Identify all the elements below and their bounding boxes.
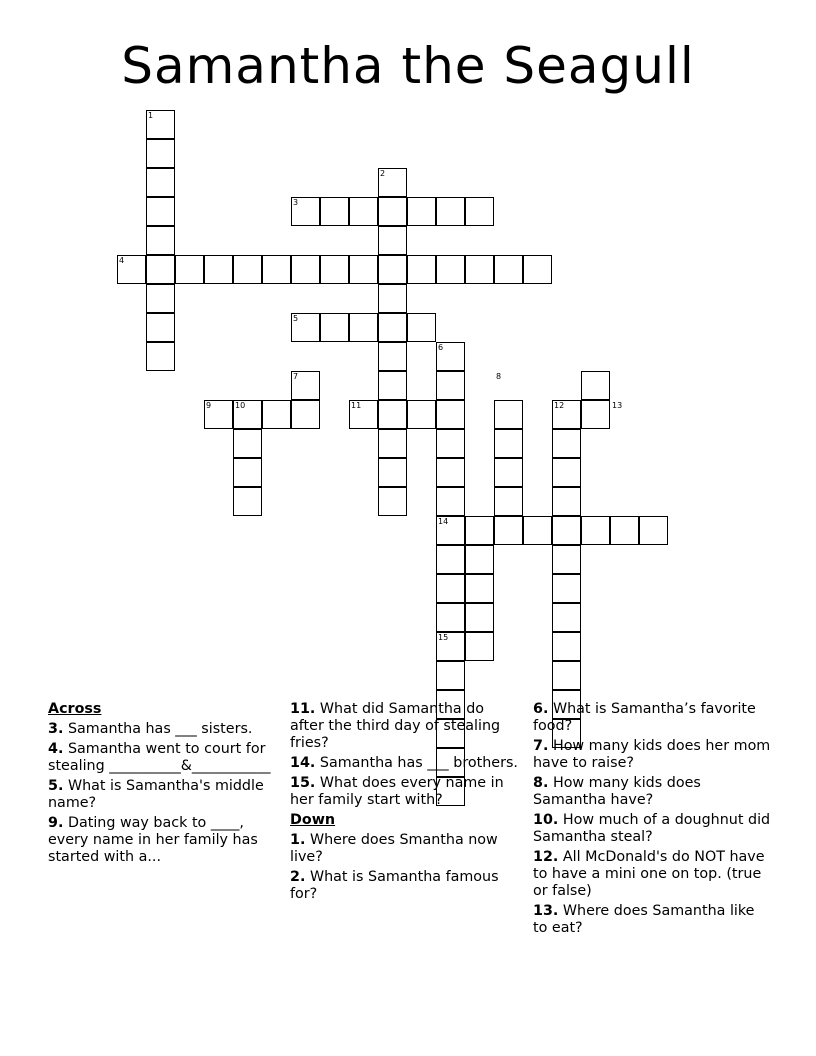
clues-column-3 (533, 701, 773, 940)
grid-cell[interactable] (436, 197, 465, 226)
grid-cell[interactable] (581, 516, 610, 545)
grid-cell[interactable] (378, 487, 407, 516)
cell-number: 3 (293, 198, 299, 207)
grid-cell[interactable] (465, 516, 494, 545)
grid-cell[interactable] (262, 255, 291, 284)
clue-across-4 (48, 741, 284, 775)
clue-text: What is Samantha famous for? (290, 869, 499, 902)
grid-cell[interactable] (320, 197, 349, 226)
grid-cell[interactable] (494, 516, 523, 545)
grid-cell[interactable] (146, 197, 175, 226)
grid-cell[interactable] (523, 255, 552, 284)
clue-down-8 (533, 775, 773, 809)
clue-number: 11. (290, 701, 316, 717)
grid-cell[interactable] (494, 487, 523, 516)
clue-down-12 (533, 849, 773, 900)
grid-cell[interactable] (436, 371, 465, 400)
grid-cell[interactable] (146, 313, 175, 342)
grid-cell[interactable] (378, 458, 407, 487)
grid-cell[interactable] (436, 429, 465, 458)
down-heading: Down (290, 812, 336, 828)
grid-cell[interactable] (378, 429, 407, 458)
grid-cell[interactable] (378, 255, 407, 284)
clue-across-14 (290, 755, 520, 772)
grid-cell[interactable] (146, 226, 175, 255)
cell-number: 10 (235, 401, 246, 410)
grid-cell[interactable] (465, 603, 494, 632)
clue-across-3 (48, 721, 284, 738)
clue-number: 1. (290, 832, 306, 848)
grid-cell[interactable] (436, 632, 465, 661)
clue-number: 5. (48, 778, 64, 794)
grid-cell[interactable] (349, 400, 378, 429)
grid-cell[interactable] (610, 516, 639, 545)
grid-cell[interactable] (581, 400, 610, 429)
grid-cell[interactable] (436, 255, 465, 284)
clue-text: What is Samantha's middle name? (48, 778, 264, 811)
cell-number: 7 (293, 372, 299, 381)
grid-cell[interactable] (494, 400, 523, 429)
grid-cell[interactable] (436, 661, 465, 690)
grid-cell[interactable] (378, 400, 407, 429)
grid-cell[interactable] (465, 574, 494, 603)
grid-cell[interactable] (436, 400, 465, 429)
grid-cell[interactable] (349, 255, 378, 284)
clue-across-15 (290, 775, 520, 809)
clue-text: Where does Samantha like to eat? (533, 903, 755, 936)
grid-cell[interactable] (494, 458, 523, 487)
clue-number: 14. (290, 755, 316, 771)
grid-cell[interactable] (233, 487, 262, 516)
grid-cell[interactable] (204, 400, 233, 429)
grid-cell[interactable] (407, 197, 436, 226)
grid-cell[interactable] (291, 400, 320, 429)
grid-cell[interactable] (552, 574, 581, 603)
clue-down-2 (290, 869, 520, 903)
grid-cell[interactable] (320, 255, 349, 284)
clue-down-7 (533, 738, 773, 772)
grid-cell[interactable] (262, 400, 291, 429)
clue-number: 7. (533, 738, 549, 754)
grid-cell[interactable] (552, 400, 581, 429)
grid-cell[interactable] (291, 371, 320, 400)
cell-number: 5 (293, 314, 299, 323)
grid-cell[interactable] (146, 284, 175, 313)
clue-text: What is Samantha’s favorite food? (533, 701, 756, 734)
cell-number: 1 (148, 111, 154, 120)
grid-cell[interactable] (320, 313, 349, 342)
clue-number: 13. (533, 903, 559, 919)
cell-number: 6 (438, 343, 444, 352)
clue-down-13 (533, 903, 773, 937)
grid-cell[interactable] (378, 226, 407, 255)
grid-cell[interactable] (494, 255, 523, 284)
grid-cell[interactable] (407, 255, 436, 284)
grid-cell[interactable] (378, 284, 407, 313)
grid-cell[interactable] (117, 255, 146, 284)
grid-cell[interactable] (552, 661, 581, 690)
clue-text: How many kids does her mom have to raise? (533, 738, 771, 771)
grid-cell[interactable] (146, 168, 175, 197)
grid-cell[interactable] (436, 545, 465, 574)
grid-cell[interactable] (465, 545, 494, 574)
grid-cell[interactable] (436, 574, 465, 603)
cell-number: 13 (612, 401, 623, 410)
cell-number: 8 (496, 372, 502, 381)
clues-column-1 (48, 701, 284, 869)
grid-cell[interactable] (378, 342, 407, 371)
clue-across-5 (48, 778, 284, 812)
grid-cell[interactable] (349, 197, 378, 226)
grid-cell[interactable] (465, 255, 494, 284)
grid-cell[interactable] (552, 487, 581, 516)
grid-cell[interactable] (378, 313, 407, 342)
grid-cell[interactable] (378, 371, 407, 400)
grid-cell[interactable] (465, 632, 494, 661)
grid-cell[interactable] (436, 603, 465, 632)
clue-text: How many kids does Samantha have? (533, 775, 701, 808)
clue-number: 4. (48, 741, 64, 757)
clue-number: 8. (533, 775, 549, 791)
grid-cell[interactable] (233, 429, 262, 458)
clue-down-1 (290, 832, 520, 866)
grid-cell[interactable] (378, 197, 407, 226)
grid-cell[interactable] (552, 545, 581, 574)
grid-cell[interactable] (349, 313, 378, 342)
cell-number: 14 (438, 517, 449, 526)
clue-text: All McDonald's do NOT have to have a mini one on top. (true or false) (533, 849, 765, 899)
grid-cell[interactable] (581, 371, 610, 400)
cell-number: 15 (438, 633, 449, 642)
cell-number: 4 (119, 256, 125, 265)
grid-cell[interactable] (233, 400, 262, 429)
grid-cell[interactable] (436, 487, 465, 516)
grid-cell[interactable] (552, 603, 581, 632)
clue-text: What does every name in her family start with? (290, 775, 504, 808)
grid-cell[interactable] (146, 110, 175, 139)
clue-number: 3. (48, 721, 64, 737)
grid-cell[interactable] (407, 313, 436, 342)
clue-number: 9. (48, 815, 64, 831)
cell-number: 12 (554, 401, 565, 410)
clue-across-9 (48, 815, 284, 866)
cell-number: 9 (206, 401, 212, 410)
clue-number: 2. (290, 869, 306, 885)
grid-cell[interactable] (175, 255, 204, 284)
across-heading: Across (48, 701, 102, 717)
cell-number: 11 (351, 401, 362, 410)
grid-cell[interactable] (465, 197, 494, 226)
clue-text: Samantha went to court for stealing __________&___________ (48, 741, 271, 774)
grid-cell[interactable] (291, 255, 320, 284)
grid-cell[interactable] (204, 255, 233, 284)
clue-number: 10. (533, 812, 559, 828)
cell-number: 2 (380, 169, 386, 178)
grid-cell[interactable] (146, 139, 175, 168)
grid-cell[interactable] (146, 342, 175, 371)
clues-column-2 (290, 701, 520, 906)
clue-text: Dating way back to ____, every name in her family has started with a... (48, 815, 258, 865)
grid-cell[interactable] (552, 632, 581, 661)
clue-number: 12. (533, 849, 559, 865)
grid-cell[interactable] (378, 168, 407, 197)
grid-cell[interactable] (494, 429, 523, 458)
grid-cell[interactable] (552, 516, 581, 545)
page-title: Samantha the Seagull (121, 37, 695, 95)
clue-number: 6. (533, 701, 549, 717)
grid-cell[interactable] (291, 313, 320, 342)
grid-cell[interactable] (407, 400, 436, 429)
grid-cell[interactable] (436, 458, 465, 487)
grid-cell[interactable] (552, 429, 581, 458)
clue-down-10 (533, 812, 773, 846)
grid-cell[interactable] (552, 458, 581, 487)
clue-text: How much of a doughnut did Samantha steal? (533, 812, 771, 845)
grid-cell[interactable] (523, 516, 552, 545)
clue-text: What did Samantha do after the third day of stealing fries? (290, 701, 501, 751)
grid-cell[interactable] (436, 516, 465, 545)
grid-cell[interactable] (146, 255, 175, 284)
grid-cell[interactable] (233, 255, 262, 284)
clue-number: 15. (290, 775, 316, 791)
grid-cell[interactable] (436, 342, 465, 371)
clue-across-11 (290, 701, 520, 752)
grid-cell[interactable] (291, 197, 320, 226)
clue-text: Where does Smantha now live? (290, 832, 498, 865)
clue-text: Samantha has ___ sisters. (67, 721, 253, 737)
clue-down-6 (533, 701, 773, 735)
grid-cell[interactable] (233, 458, 262, 487)
clue-text: Samantha has ___ brothers. (319, 755, 518, 771)
grid-cell[interactable] (639, 516, 668, 545)
